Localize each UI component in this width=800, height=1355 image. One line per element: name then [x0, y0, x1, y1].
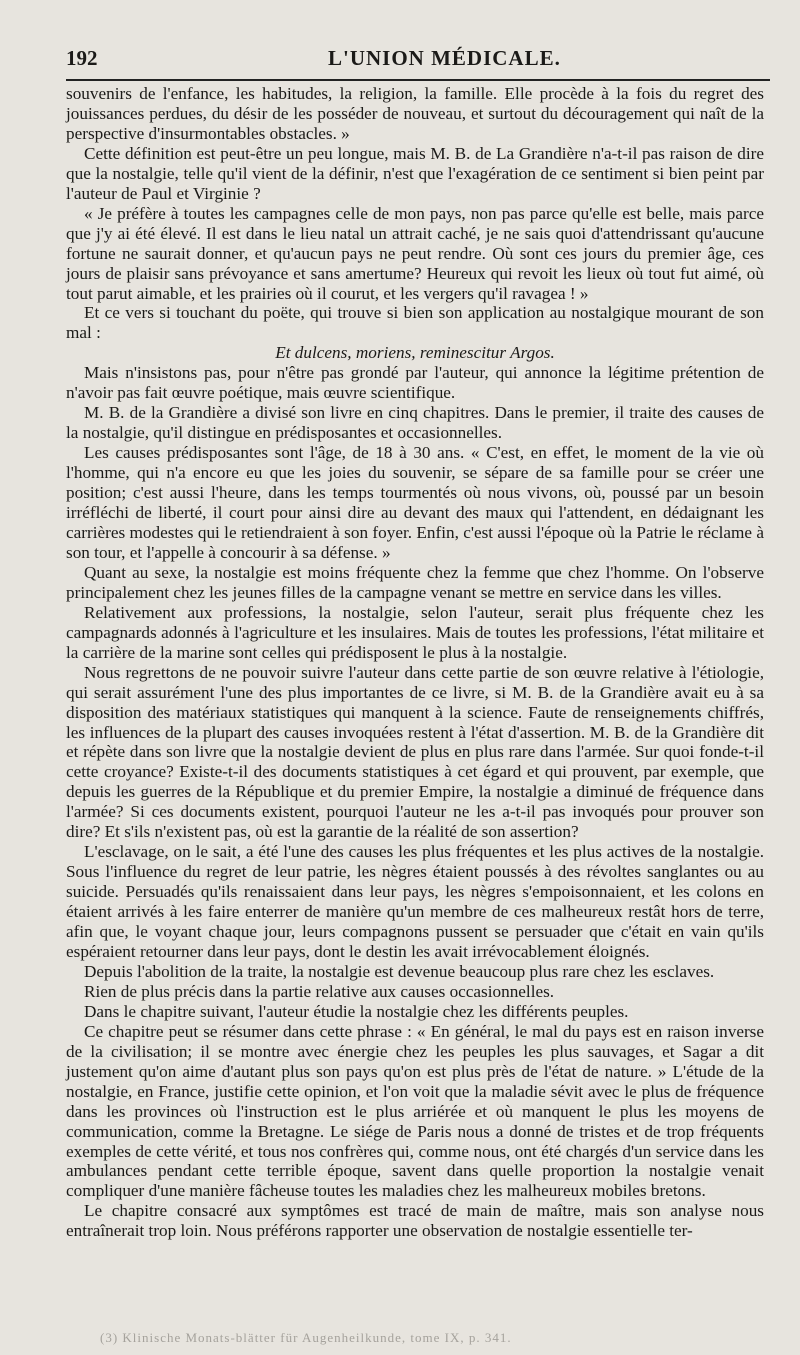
- paragraph: Et dulcens, moriens, reminescitur Argos.: [275, 343, 555, 363]
- paragraph: Les causes prédisposantes sont l'âge, de 18 à 30 ans. « C'est, en effet, le moment de la vie où l'homme, qui n'a encore eu que les joies du souvenir, se sépare de sa famille pour se créer une position; c'est aussi l'heure, dans les temps tourmentés où nous vivons, où, poussé par un besoin irréfléchi de liberté, il court pour ainsi dire au devant des maux qui l'attendent, en dédaignant les carrières modestes qui le retiendraient à son foyer. Enfin, c'est aussi l'époque où la Patrie le réclame à son tour, et l'appelle à concourir à sa défense. »: [66, 443, 764, 562]
- page-number: 192: [66, 46, 98, 70]
- paragraph: Nous regrettons de ne pouvoir suivre l'auteur dans cette partie de son œuvre relative à l'étiologie, qui serait assurément l'une des plus importantes de ce livre, si M. B. de la Grandière avait eu à sa disposition des matériaux statistiques qui manquent à la science. Faute de renseignements chiffrés, les influences de la plupart des causes invoquées restent à l'état d'assertion. M. B. de la Grandière dit et répète dans son livre que la nostalgie devient de plus en plus rare dans l'armée. Sur quoi fonde-t-il cette croyance? Existe-t-il des documents statistiques à cet égard et qui prouvent, par exemple, que depuis les guerres de la République et du premier Empire, la nostalgie a diminué de fréquence dans l'armée? Si ces documents existent, pourquoi l'auteur ne les a-t-il pas invoqués pour prouver son dire? Et s'ils n'existent pas, où est la garantie de la réalité de son assertion?: [66, 662, 764, 842]
- paragraph: Le chapitre consacré aux symptômes est tracé de main de maître, mais son analyse nous entraînerait trop loin. Nous préférons rapporter une observation de nostalgie essentielle ter-: [66, 1201, 764, 1241]
- article-body: [66, 84, 764, 1241]
- footnote-show-through: (3) Klinische Monats-blätter für Augenheilkunde, tome IX, p. 341.: [100, 1330, 512, 1345]
- page-header: [66, 40, 764, 76]
- paragraph: L'esclavage, on le sait, a été l'une des causes les plus fréquentes et les plus actives de la nostalgie. Sous l'influence du regret de leur patrie, les nègres étaient poussés à des révoltes sanglantes ou au suicide. Persuadés qu'ils renaissaient dans leur pays, les nègres s'empoisonnaient, et les colons en étaient arrivés à les faire enterrer de manière qu'un membre de ces malheureux restât hors de terre, afin que, le voyant chaque jour, leurs compagnons pussent se persuader que c'était en vain qu'ils espéraient retourner dans leur pays, dont le destin les avait irrévocablement éloignés.: [66, 842, 764, 961]
- paragraph: Depuis l'abolition de la traite, la nostalgie est devenue beaucoup plus rare chez les esclaves.: [84, 961, 715, 981]
- paragraph: M. B. de la Grandière a divisé son livre en cinq chapitres. Dans le premier, il traite des causes de la nostalgie, qu'il distingue en prédisposantes et occasionnelles.: [66, 403, 764, 443]
- paragraph: Ce chapitre peut se résumer dans cette phrase : « En général, le mal du pays est en raison inverse de la civilisation; il se montre avec énergie chez les peuples les plus sauvages, et Sagar a dit justement qu'on aime d'autant plus son pays qu'on est plus près de l'état de nature. » L'étude de la nostalgie, en France, justifie cette opinion, et l'on voit que la maladie sévit avec le plus de fréquence dans les provinces où l'instruction est le plus arriérée et où manquent le plus les moyens de communication, comme la Bretagne. Le siége de Paris nous a donné de tristes et de trop fréquents exemples de cette vérité, et tous nos confrères qui, comme nous, ont été chargés d'un service dans les ambulances pendant cette terrible époque, savent dans quelle proportion la nostalgie venait compliquer d'une manière fâcheuse toutes les maladies chez les malheureux mobiles bretons.: [66, 1021, 764, 1201]
- paragraph: Quant au sexe, la nostalgie est moins fréquente chez la femme que chez l'homme. On l'observe principalement chez les jeunes filles de la campagne venant se mettre en service dans les villes.: [66, 562, 764, 602]
- running-title: L'UNION MÉDICALE.: [328, 46, 561, 70]
- paragraph: Rien de plus précis dans la partie relative aux causes occasionnelles.: [84, 981, 555, 1001]
- paragraph: « Je préfère à toutes les campagnes celle de mon pays, non pas parce qu'elle est belle, mais parce que j'y ai été élevé. Il est dans le lieu natal un attrait caché, je ne sais quoi d'attendrissant qu'aucune fortune ne saurait donner, et qu'aucun pays ne peut rendre. Où sont ces jours du premier âge, ces jours de plaisir sans prévoyance et sans amertume? Heureux qui revoit les lieux où tout fut aimé, où tout parut aimable, et les prairies où il courut, et les vergers qu'il ravagea ! »: [66, 203, 764, 303]
- paragraph: Cette définition est peut-être un peu longue, mais M. B. de La Grandière n'a-t-il pas raison de dire que la nostalgie, telle qu'il vient de la définir, n'est que l'exagération de ce sentiment si bien peint par l'auteur de Paul et Virginie ?: [66, 143, 764, 203]
- header-rule: [66, 79, 770, 81]
- paragraph: Relativement aux professions, la nostalgie, selon l'auteur, serait plus fréquente chez les campagnards adonnés à l'agriculture et les insulaires. Mais de toutes les professions, l'état militaire et la carrière de la marine sont celles qui prédisposent le plus à la nostalgie.: [66, 602, 764, 662]
- paragraph: souvenirs de l'enfance, les habitudes, la religion, la famille. Elle procède à la fois du regret des jouissances perdues, du désir de les posséder de nouveau, et surtout du découragement qui naît de la perspective d'insurmontables obstacles. »: [66, 84, 764, 143]
- paragraph: Mais n'insistons pas, pour n'être pas grondé par l'auteur, qui annonce la légitime prétention de n'avoir pas fait œuvre poétique, mais œuvre scientifique.: [66, 363, 764, 403]
- paragraph: Et ce vers si touchant du poëte, qui trouve si bien son application au nostalgique mourant de son mal :: [66, 303, 764, 343]
- paragraph: Dans le chapitre suivant, l'auteur étudie la nostalgie chez les différents peuples.: [84, 1001, 629, 1021]
